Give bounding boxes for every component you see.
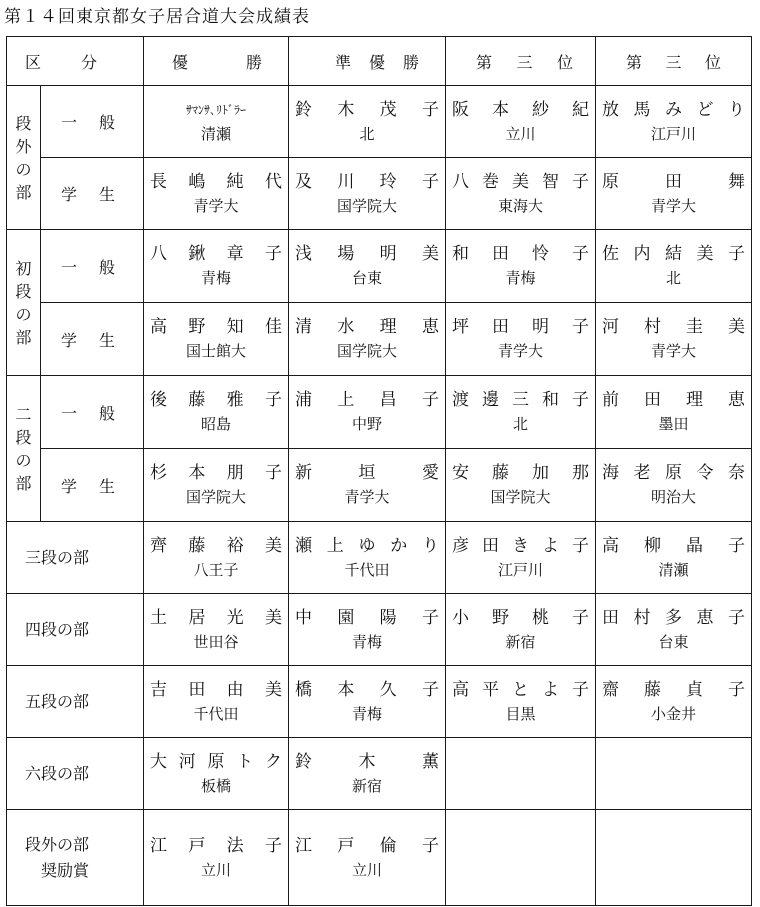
category-text: 学生 [61, 330, 138, 350]
result-cell [446, 376, 596, 449]
result-cell [446, 158, 596, 230]
result-cell [446, 810, 596, 906]
competitor-affiliation: 千代田 [344, 560, 390, 579]
competitor-name: 放 馬 み ど り [602, 99, 745, 120]
result-cell [446, 303, 596, 376]
category-label [41, 449, 144, 522]
competitor-affiliation: 青学大 [650, 196, 696, 215]
result-cell [144, 810, 289, 906]
competitor-name: 新 垣 愛 [295, 463, 439, 483]
result-cell [596, 303, 752, 376]
competitor-name: 坪 田 明 子 [452, 317, 589, 337]
result-cell [596, 158, 752, 230]
result-cell [289, 666, 446, 738]
result-cell [144, 230, 289, 303]
result-cell [289, 522, 446, 594]
result-cell [289, 810, 446, 906]
competitor-name: 江 戸 倫 子 [295, 835, 439, 856]
result-cell [596, 522, 752, 594]
competitor-affiliation: 台東 [658, 632, 689, 651]
header-jun-yusho: 準 優 勝 [289, 37, 446, 86]
competitor-affiliation: 国学院大 [336, 342, 397, 360]
result-cell [446, 666, 596, 738]
result-cell [289, 738, 446, 810]
competitor-name: 彦 田 き よ 子 [452, 535, 589, 556]
table-row [7, 522, 752, 594]
competitor-affiliation: 板橋 [200, 776, 231, 795]
category-label [41, 376, 144, 449]
competitor-name: 後 藤 雅 子 [150, 390, 282, 410]
division-label: 段 外 の 部 [7, 86, 41, 230]
competitor-affiliation: 台東 [351, 269, 382, 287]
competitor-name: 安 藤 加 那 [452, 463, 589, 483]
competitor-name: 中 園 陽 子 [295, 607, 439, 628]
competitor-name: 瀬 上 ゆ か り [295, 535, 439, 556]
competitor-affiliation: 北 [512, 415, 528, 433]
competitor-name: 土 居 光 美 [150, 607, 282, 628]
result-cell [596, 666, 752, 738]
result-cell [289, 158, 446, 230]
table-row [7, 810, 752, 906]
category-text: 一般 [61, 403, 138, 423]
competitor-affiliation: 目黒 [505, 704, 536, 723]
result-cell [144, 594, 289, 666]
competitor-affiliation: 清瀬 [200, 124, 231, 143]
division-label: 六段の部 [7, 738, 144, 810]
competitor-affiliation: 北 [665, 269, 681, 287]
competitor-name: 小 野 桃 子 [452, 607, 589, 628]
result-cell [289, 86, 446, 158]
competitor-name: 原 田 舞 [602, 171, 745, 192]
category-text: 一般 [61, 257, 138, 277]
competitor-affiliation: 国学院大 [490, 488, 551, 506]
competitor-name: 吉 田 由 美 [150, 679, 282, 700]
competitor-name: 鈴 木 茂 子 [295, 99, 439, 120]
competitor-affiliation: 青梅 [200, 269, 231, 287]
division-label: 段外の部 奨励賞 [7, 810, 144, 906]
competitor-affiliation: 青学大 [650, 342, 696, 360]
table-row [7, 666, 752, 738]
competitor-name: 阪 本 紗 紀 [452, 99, 589, 120]
result-cell [144, 376, 289, 449]
competitor-affiliation: 新宿 [505, 632, 536, 651]
competitor-affiliation: 青梅 [351, 704, 382, 723]
competitor-name: 鈴 木 薫 [295, 751, 439, 772]
result-cell [289, 449, 446, 522]
competitor-name: 佐 内 結 美 子 [602, 244, 745, 264]
result-cell [144, 86, 289, 158]
header-yusho: 優 勝 [144, 37, 289, 86]
competitor-affiliation: 千代田 [193, 704, 239, 723]
competitor-affiliation: 立川 [200, 860, 231, 879]
competitor-affiliation: 青学大 [193, 196, 239, 215]
header-third-place-a: 第 三 位 [446, 37, 596, 86]
result-cell [596, 738, 752, 810]
competitor-affiliation: 明治大 [650, 488, 696, 506]
competitor-affiliation: 昭島 [200, 415, 231, 433]
competitor-affiliation: 世田谷 [193, 632, 239, 651]
competitor-name: ｻﾏﾝｻ､ﾘﾄﾞﾗｰ [185, 102, 246, 117]
competitor-name: 高 平 と よ 子 [452, 679, 589, 700]
competitor-affiliation: 小金井 [650, 704, 696, 723]
competitor-affiliation: 青学大 [497, 342, 543, 360]
competitor-name: 高 柳 晶 子 [602, 535, 745, 556]
result-cell [289, 230, 446, 303]
result-cell [596, 449, 752, 522]
competitor-affiliation: 立川 [505, 124, 536, 143]
category-label [41, 230, 144, 303]
division-label: 三段の部 [7, 522, 144, 594]
competitor-affiliation: 墨田 [658, 415, 689, 433]
division-label: 四段の部 [7, 594, 144, 666]
result-cell [446, 594, 596, 666]
competitor-name: 前 田 理 恵 [602, 390, 745, 410]
category-text: 学生 [61, 185, 138, 204]
competitor-name: 齋 藤 貞 子 [602, 679, 745, 700]
result-cell [596, 594, 752, 666]
table-row [7, 86, 752, 158]
competitor-affiliation: 北 [359, 124, 375, 143]
competitor-name: 杉 本 朋 子 [150, 463, 282, 483]
competitor-name: 八 鍬 章 子 [150, 244, 282, 264]
competitor-name: 海 老 原 令 奈 [602, 463, 745, 483]
result-cell [596, 810, 752, 906]
competitor-name: 田 村 多 恵 子 [602, 607, 745, 628]
competitor-affiliation: 国学院大 [336, 196, 397, 215]
competitor-affiliation: 国学院大 [185, 488, 246, 506]
result-cell [144, 449, 289, 522]
division-label: 二 段 の 部 [7, 376, 41, 522]
category-label [41, 86, 144, 158]
result-cell [596, 376, 752, 449]
table-row [7, 158, 752, 230]
table-row [7, 376, 752, 449]
competitor-name: 及 川 玲 子 [295, 171, 439, 192]
result-cell [144, 158, 289, 230]
result-cell [446, 522, 596, 594]
category-text: 一般 [61, 113, 138, 132]
competitor-name: 河 村 圭 美 [602, 317, 745, 337]
competitor-name: 渡 邊 三 和 子 [452, 390, 589, 410]
competitor-affiliation: 新宿 [351, 776, 382, 795]
competitor-name: 長 嶋 純 代 [150, 171, 282, 192]
result-cell [446, 230, 596, 303]
table-row [7, 449, 752, 522]
result-cell [289, 376, 446, 449]
competitor-name: 浦 上 昌 子 [295, 390, 439, 410]
competitor-affiliation: 青梅 [351, 632, 382, 651]
competitor-affiliation: 中野 [351, 415, 382, 433]
result-cell [289, 303, 446, 376]
competitor-name: 大 河 原 ト ク [150, 751, 282, 772]
category-label [41, 303, 144, 376]
division-label: 五段の部 [7, 666, 144, 738]
competitor-affiliation: 八王子 [193, 560, 239, 579]
competitor-affiliation: 青学大 [344, 488, 390, 506]
table-row [7, 303, 752, 376]
competitor-name: 和 田 怜 子 [452, 244, 589, 264]
result-cell [446, 738, 596, 810]
table-row [7, 594, 752, 666]
result-cell [596, 86, 752, 158]
table-row [7, 230, 752, 303]
page-title: 第１４回東京都女子居合道大会成績表 [4, 7, 310, 27]
competitor-affiliation: 立川 [351, 860, 382, 879]
category-text: 学生 [61, 476, 138, 496]
result-cell [596, 230, 752, 303]
result-cell [446, 449, 596, 522]
table-row [7, 738, 752, 810]
competitor-name: 八 巻 美 智 子 [452, 171, 589, 192]
header-kubun: 区 分 [7, 37, 144, 86]
competitor-name: 浅 場 明 美 [295, 244, 439, 264]
competitor-affiliation: 清瀬 [658, 560, 689, 579]
header-row [7, 37, 752, 86]
result-cell [144, 522, 289, 594]
competitor-affiliation: 江戸川 [650, 124, 696, 143]
result-cell [289, 594, 446, 666]
result-cell [144, 666, 289, 738]
category-label [41, 158, 144, 230]
competitor-affiliation: 東海大 [497, 196, 543, 215]
results-table [6, 36, 752, 906]
competitor-name: 江 戸 法 子 [150, 835, 282, 856]
competitor-affiliation: 青梅 [505, 269, 536, 287]
competitor-affiliation: 国士館大 [185, 342, 246, 360]
header-third-place-b: 第 三 位 [596, 37, 752, 86]
result-cell [144, 303, 289, 376]
competitor-name: 高 野 知 佳 [150, 317, 282, 337]
competitor-name: 清 水 理 恵 [295, 317, 439, 337]
result-cell [446, 86, 596, 158]
competitor-affiliation: 江戸川 [497, 560, 543, 579]
result-cell [144, 738, 289, 810]
competitor-name: 齊 藤 裕 美 [150, 535, 282, 556]
division-label: 初 段 の 部 [7, 230, 41, 376]
competitor-name: 橋 本 久 子 [295, 679, 439, 700]
